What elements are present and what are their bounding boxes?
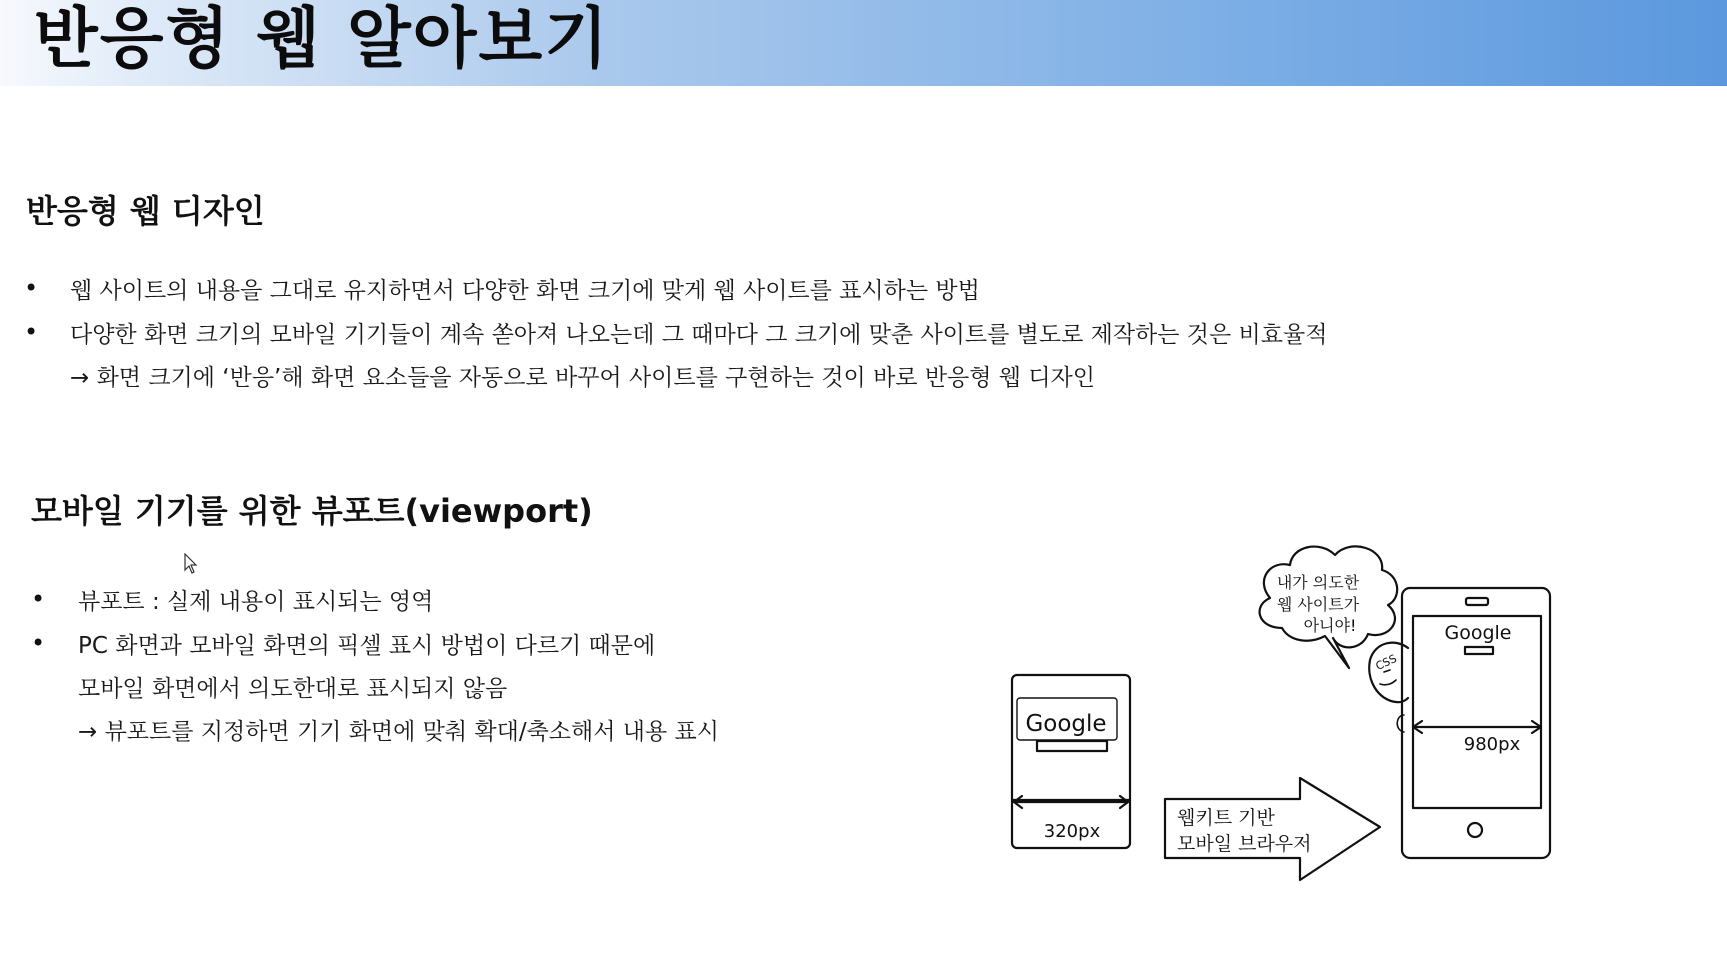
small-phone-search-bar [1037, 741, 1107, 751]
css-label: CSS [1373, 652, 1399, 673]
small-phone-google-logo: Google [1025, 711, 1107, 737]
list-item: 뷰포트 : 실제 내용이 표시되는 영역 [78, 589, 434, 615]
bullet-marker: • [24, 318, 39, 346]
bullet-marker: • [31, 585, 46, 613]
big-phone-speaker [1466, 598, 1488, 605]
big-phone-screen [1413, 616, 1541, 808]
speech-line3: 아니야! [1303, 616, 1357, 635]
list-item-continuation: 모바일 화면에서 의도한대로 표시되지 않음 [78, 676, 508, 702]
list-item-continuation: → 뷰포트를 지정하면 기기 화면에 맞춰 확대/축소해서 내용 표시 [78, 719, 719, 745]
speech-line1: 내가 의도한 [1276, 573, 1360, 592]
big-phone-search-bar [1465, 647, 1493, 654]
list-item: 웹 사이트의 내용을 그대로 유지하면서 다양한 화면 크기에 맞게 웹 사이트를 표시하는 방법 [70, 278, 980, 304]
small-phone-width-label: 320px [1043, 821, 1101, 842]
webkit-arrow [1165, 778, 1380, 880]
arrow-label-line1: 웹키트 기반 [1177, 807, 1275, 829]
mouse-cursor-icon [184, 553, 198, 579]
title-bar [0, 0, 1727, 86]
slide-title: 반응형 웹 알아보기 [34, 0, 611, 77]
big-phone-width-label: 980px [1463, 734, 1521, 755]
big-phone-google-logo: Google [1444, 622, 1512, 644]
bullet-marker: • [24, 274, 39, 302]
big-phone-home-button [1468, 823, 1482, 837]
section-heading-viewport: 모바일 기기를 위한 뷰포트(viewport) [31, 492, 593, 530]
viewport-illustration [1000, 510, 1570, 890]
speech-line2: 웹 사이트가 [1276, 595, 1360, 614]
section-heading-responsive-design: 반응형 웹 디자인 [26, 192, 265, 230]
list-item: PC 화면과 모바일 화면의 픽셀 표시 방법이 다르기 때문에 [78, 633, 656, 659]
list-item: 다양한 화면 크기의 모바일 기기들이 계속 쏟아져 나오는데 그 때마다 그 크기에 맞춘 사이트를 별도로 제작하는 것은 비효율적 [70, 322, 1328, 348]
bullet-marker: • [31, 629, 46, 657]
list-item-continuation: → 화면 크기에 ‘반응’해 화면 요소들을 자동으로 바꾸어 사이트를 구현하는 것이 바로 반응형 웹 디자인 [70, 365, 1095, 391]
arrow-label-line2: 모바일 브라우저 [1177, 833, 1312, 855]
